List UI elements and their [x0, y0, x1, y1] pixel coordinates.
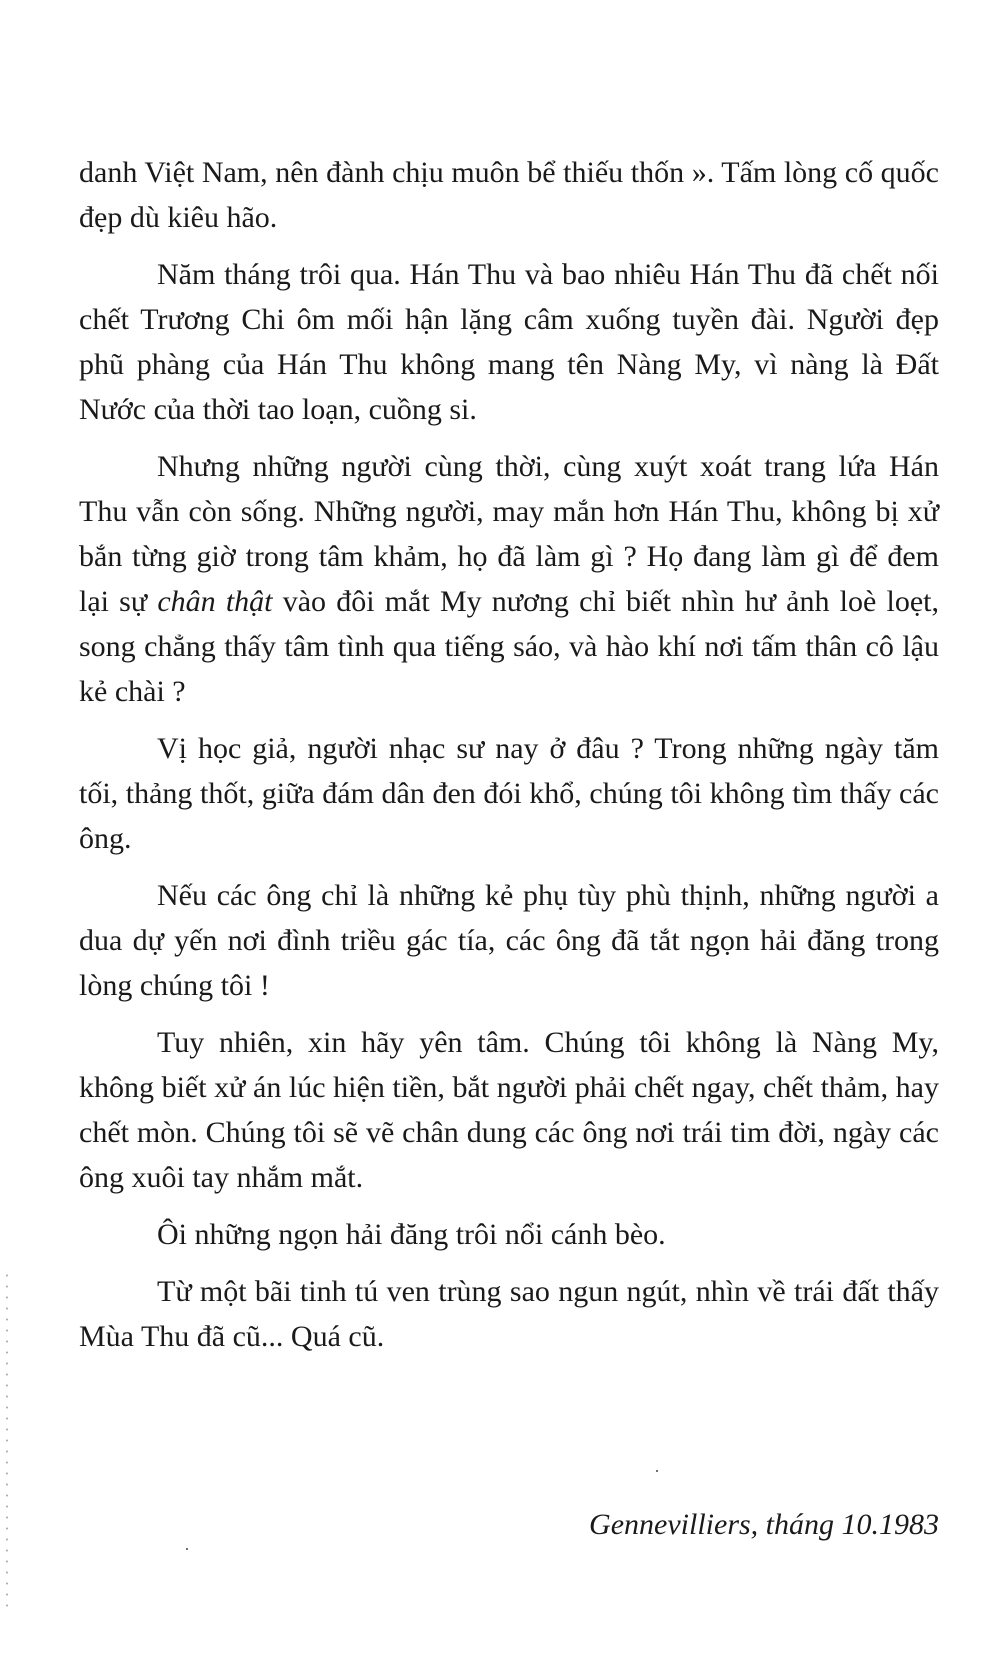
paragraph-3-after: vào đôi mắt My nương chỉ biết nhìn hư ảnh loè loẹt, song chẳng thấy tâm tình qua tiếng sáo, và hào khí nơi tấm thân cô lậu kẻ chài ? [79, 585, 939, 708]
paragraph-3 [79, 444, 939, 714]
paragraph-5: Nếu các ông chỉ là những kẻ phụ tùy phù thịnh, những người a dua dự yến nơi đình triều gác tía, các ông đã tắt ngọn hải đăng trong lòng chúng tôi ! [79, 879, 939, 1002]
page-body [79, 150, 939, 1371]
paragraph-7: Ôi những ngọn hải đăng trôi nổi cánh bèo. [157, 1218, 666, 1251]
scan-speck [186, 1548, 188, 1550]
paragraph-6: Tuy nhiên, xin hãy yên tâm. Chúng tôi không là Nàng My, không biết xử án lúc hiện tiền, bắt người phải chết ngay, chết thảm, hay chết mòn. Chúng tôi sẽ vẽ chân dung các ông nơi trái tim đời, ngày các ông xuôi tay nhắm mắt. [79, 1026, 939, 1194]
place-date-signature: Gennevilliers, tháng 10.1983 [589, 1508, 939, 1541]
paragraph-3-before: Nhưng những người cùng thời, cùng xuýt xoát trang lứa Hán Thu vẫn còn sống. Những người, may mắn hơn Hán Thu, không bị xử bắn từng giờ trong tâm khảm, họ đã làm gì ? Họ đang làm gì để đem lại sự [79, 450, 939, 618]
paragraph-4: Vị học giả, người nhạc sư nay ở đâu ? Trong những ngày tăm tối, thảng thốt, giữa đám dân đen đói khổ, chúng tôi không tìm thấy các ông. [79, 732, 939, 855]
scan-edge-dots [4, 1270, 10, 1610]
scan-speck [656, 1470, 658, 1472]
paragraph-1: danh Việt Nam, nên đành chịu muôn bể thiếu thốn ». Tấm lòng cố quốc đẹp dù kiêu hão. [79, 156, 939, 234]
paragraph-2: Năm tháng trôi qua. Hán Thu và bao nhiêu Hán Thu đã chết nối chết Trương Chi ôm mối hận lặng câm xuống tuyền đài. Người đẹp phũ phàng của Hán Thu không mang tên Nàng My, vì nàng là Đất Nước của thời tao loạn, cuồng si. [79, 258, 939, 426]
paragraph-8: Từ một bãi tinh tú ven trùng sao ngun ngút, nhìn về trái đất thấy Mùa Thu đã cũ... Quá cũ. [79, 1275, 939, 1353]
paragraph-3-emphasis: chân thật [157, 585, 273, 618]
